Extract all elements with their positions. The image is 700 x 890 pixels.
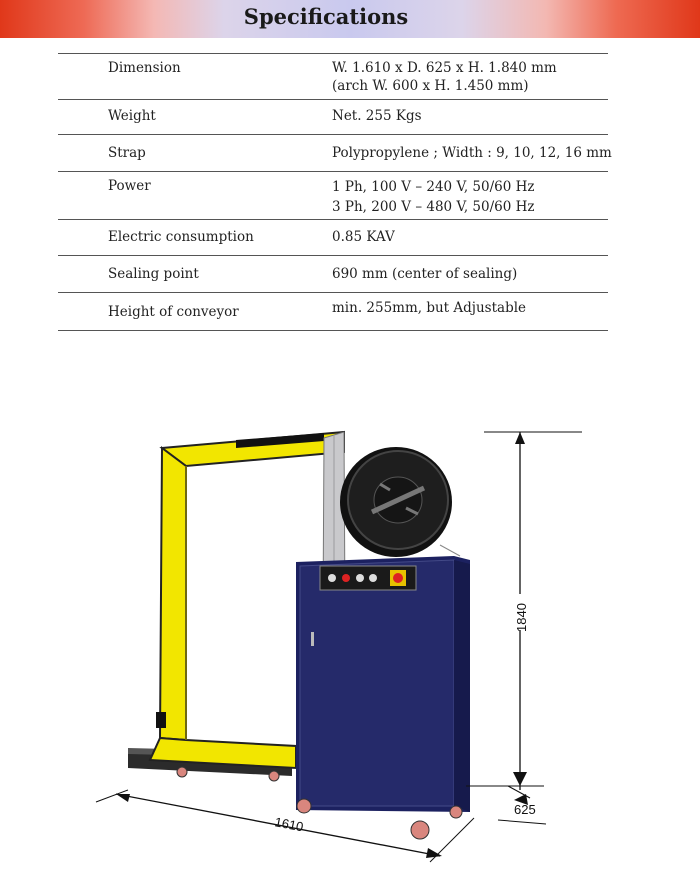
page-title: Specifications: [243, 4, 409, 29]
spec-value-line: min. 255mm, but Adjustable: [332, 300, 527, 316]
spec-value-line: Polypropylene ; Width : 9, 10, 12, 16 mm: [332, 145, 612, 161]
spec-label: Weight: [108, 108, 156, 124]
spec-label: Strap: [108, 145, 146, 161]
spec-value-line: 0.85 KAV: [332, 229, 395, 245]
spec-label: Electric consumption: [108, 229, 254, 245]
spec-value-line: 3 Ph, 200 V – 480 V, 50/60 Hz: [332, 199, 535, 215]
spec-value-line: (arch W. 600 x H. 1.450 mm): [332, 78, 529, 94]
spec-label: Sealing point: [108, 266, 199, 282]
dim-depth-label: 625: [514, 802, 536, 817]
height-dimension: [466, 432, 582, 790]
machine-cabinet: [296, 556, 470, 839]
strap-reel: [340, 447, 460, 557]
spec-label: Power: [108, 178, 151, 194]
spec-value-line: W. 1.610 x D. 625 x H. 1.840 mm: [332, 60, 557, 76]
dim-width-label: 1610: [273, 814, 305, 835]
spec-label: Dimension: [108, 60, 181, 76]
depth-dimension: [498, 786, 546, 824]
spec-value-line: 1 Ph, 100 V – 240 V, 50/60 Hz: [332, 179, 535, 195]
spec-label: Height of conveyor: [108, 304, 239, 320]
spec-value-line: 690 mm (center of sealing): [332, 266, 518, 282]
spec-value-line: Net. 255 Kgs: [332, 108, 422, 124]
dim-height-label: 1840: [514, 603, 529, 632]
